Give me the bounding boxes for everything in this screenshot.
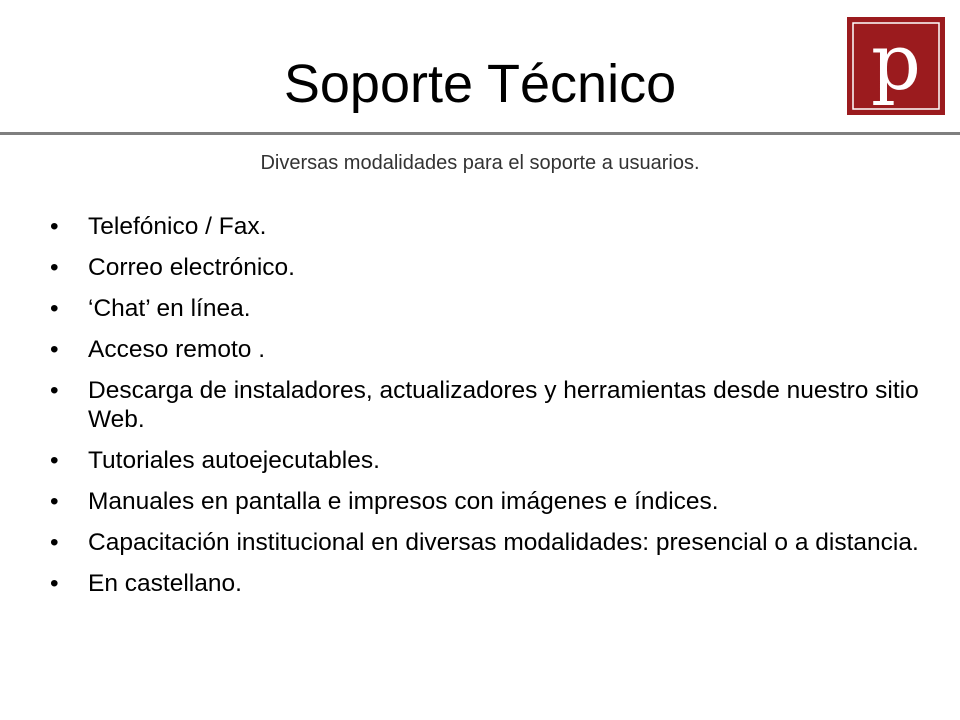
bullet-text: En castellano. <box>88 570 242 597</box>
slide-subtitle: Diversas modalidades para el soporte a usuarios. <box>260 152 700 174</box>
bullet-dot: • <box>50 295 59 322</box>
bullet-dot: • <box>50 254 59 281</box>
title-divider <box>0 132 960 135</box>
bullet-list <box>50 212 930 610</box>
bullet-item <box>50 487 930 516</box>
bullet-dot: • <box>50 447 59 474</box>
bullet-item <box>50 335 930 364</box>
bullet-text: Tutoriales autoejecutables. <box>88 447 380 474</box>
bullet-item <box>50 212 930 241</box>
bullet-dot: • <box>50 377 59 404</box>
bullet-item <box>50 294 930 323</box>
bullet-item <box>50 253 930 282</box>
bullet-dot: • <box>50 570 59 597</box>
bullet-item <box>50 446 930 475</box>
bullet-text: Correo electrónico. <box>88 254 295 281</box>
bullet-dot: • <box>50 488 59 515</box>
bullet-text: ‘Chat’ en línea. <box>88 295 251 322</box>
bullet-text: Telefónico / Fax. <box>88 213 267 240</box>
bullet-dot: • <box>50 336 59 363</box>
bullet-item <box>50 528 930 557</box>
bullet-item <box>50 376 930 434</box>
slide-title: Soporte Técnico <box>283 54 677 114</box>
brand-logo <box>847 17 945 115</box>
bullet-text: Acceso remoto . <box>88 336 266 363</box>
bullet-dot: • <box>50 529 59 556</box>
bullet-dot: • <box>50 213 59 240</box>
bullet-text: Manuales en pantalla e impresos con imágenes e índices. <box>88 488 719 515</box>
bullet-item <box>50 569 930 598</box>
bullet-text: Descarga de instaladores, actualizadores y herramientas desde nuestro sitio Web. <box>88 377 919 433</box>
bullet-text: Capacitación institucional en diversas modalidades: presencial o a distancia. <box>88 529 919 556</box>
logo-letter: p <box>871 18 921 108</box>
